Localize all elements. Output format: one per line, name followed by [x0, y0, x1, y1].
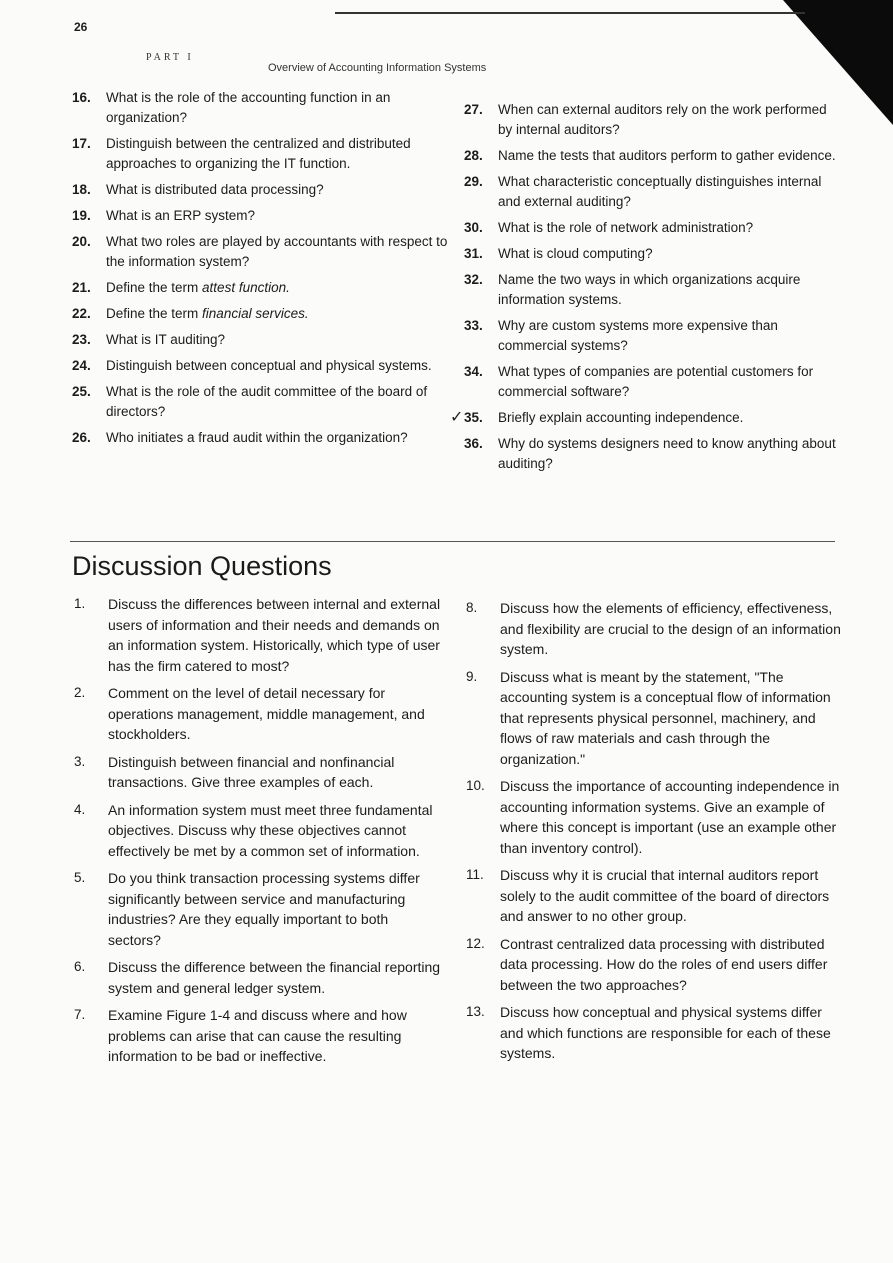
review-questions-right	[450, 100, 844, 480]
question-text: What is distributed data processing?	[106, 182, 324, 197]
question-text: Discuss the difference between the financial reporting system and general ledger system.	[108, 959, 441, 996]
question-text: Why are custom systems more expensive than commercial systems?	[498, 318, 778, 353]
review-question-28	[464, 146, 844, 166]
question-text: What two roles are played by accountants with respect to the information system?	[106, 234, 448, 269]
question-text: What is the role of network administration?	[498, 220, 754, 235]
review-question-34	[464, 362, 844, 402]
review-question-31	[464, 244, 844, 264]
defined-term: attest function.	[202, 280, 290, 295]
review-question-19	[72, 206, 450, 226]
question-text: Discuss the importance of accounting independence in accounting information systems. Give an example of where this concept is important (use an example other than inventory control).	[500, 778, 840, 856]
question-number: 35.	[464, 410, 483, 425]
discussion-question-11	[466, 865, 844, 927]
discussion-question-7	[74, 1005, 444, 1067]
question-text: Discuss how conceptual and physical systems differ and which functions are responsible for each of these systems.	[500, 1004, 831, 1061]
question-text	[106, 278, 450, 298]
question-number: 31.	[464, 246, 483, 261]
question-text: Who initiates a fraud audit within the organization?	[106, 430, 408, 445]
discussion-questions-right	[466, 598, 844, 1071]
discussion-question-8	[466, 598, 844, 660]
question-number: 34.	[464, 364, 483, 379]
question-number: 8.	[466, 600, 478, 615]
question-number: 32.	[464, 272, 483, 287]
question-text: Discuss why it is crucial that internal auditors report solely to the audit committee of the board of directors and answer to no other group.	[500, 867, 830, 924]
question-number: 29.	[464, 174, 483, 189]
page-number: 26	[74, 20, 88, 34]
question-number: 9.	[466, 668, 478, 684]
question-number: 19.	[72, 208, 91, 223]
discussion-question-1	[74, 594, 444, 676]
top-rule	[335, 12, 805, 14]
question-number: 33.	[464, 318, 483, 333]
review-question-27	[464, 100, 844, 140]
question-number: 1.	[74, 596, 86, 611]
question-text: What is cloud computing?	[498, 246, 653, 261]
question-number: 24.	[72, 358, 91, 373]
handwritten-checkmark-icon: ✓	[450, 409, 464, 426]
question-number: 6.	[74, 959, 86, 974]
review-questions-left	[72, 88, 450, 454]
question-number: 23.	[72, 332, 91, 347]
review-question-17	[72, 134, 450, 174]
review-question-23	[72, 330, 450, 350]
review-question-16	[72, 88, 450, 128]
question-text: When can external auditors rely on the work performed by internal auditors?	[498, 102, 827, 137]
question-text: Discuss how the elements of efficiency, effectiveness, and flexibility are crucial to the design of an information system.	[500, 600, 841, 657]
question-number: 2.	[74, 685, 86, 700]
question-text: What is the role of the accounting function in an organization?	[106, 90, 391, 125]
question-number: 18.	[72, 182, 91, 197]
question-number: 17.	[72, 136, 91, 151]
question-number: 12.	[466, 935, 485, 951]
review-question-21	[72, 278, 450, 298]
question-text: Discuss the differences between internal and external users of information and their needs and demands on an information system. Historically, which type of user has the firm catered to most?	[108, 596, 441, 674]
question-number: 30.	[464, 220, 483, 235]
question-text: What is an ERP system?	[106, 208, 256, 223]
question-text: What is IT auditing?	[106, 332, 226, 347]
section-divider	[70, 541, 835, 542]
question-text-prefix: Define the term	[106, 306, 203, 321]
question-text: Distinguish between conceptual and physical systems.	[106, 358, 432, 373]
question-number: 7.	[74, 1007, 86, 1022]
question-text: Distinguish between financial and nonfinancial transactions. Give three examples of each.	[108, 753, 395, 790]
review-question-30	[464, 218, 844, 238]
review-question-32	[464, 270, 844, 310]
question-number: 10.	[466, 778, 485, 793]
question-text: Name the two ways in which organizations acquire information systems.	[498, 272, 801, 307]
question-text: What is the role of the audit committee of the board of directors?	[106, 384, 428, 419]
review-question-26	[72, 428, 450, 448]
question-text	[106, 304, 450, 324]
discussion-question-9	[466, 667, 844, 770]
question-number: 27.	[464, 102, 483, 117]
part-label: PART I	[146, 52, 194, 63]
defined-term: financial services.	[202, 306, 309, 321]
question-text: Discuss what is meant by the statement, "The accounting system is a conceptual flow of information that represents physical personnel, machinery, and flows of raw materials and cash through the organization."	[500, 668, 831, 767]
discussion-question-3	[74, 752, 444, 793]
review-question-18	[72, 180, 450, 200]
question-text: Briefly explain accounting independence.	[498, 410, 744, 425]
question-text: Distinguish between the centralized and distributed approaches to organizing the IT function.	[106, 136, 411, 171]
discussion-question-13	[466, 1002, 844, 1064]
discussion-questions-left	[74, 594, 444, 1074]
question-number: 3.	[74, 753, 86, 769]
question-number: 20.	[72, 234, 91, 249]
question-number: 21.	[72, 280, 91, 295]
section-title: Discussion Questions	[72, 551, 332, 581]
running-title: Overview of Accounting Information Systems	[268, 62, 487, 74]
question-text: Examine Figure 1-4 and discuss where and how problems can arise that can cause the resulting information to be bad or ineffective.	[108, 1007, 407, 1064]
discussion-question-4	[74, 800, 444, 862]
review-question-35	[450, 408, 844, 428]
review-question-33	[464, 316, 844, 356]
question-number: 26.	[72, 430, 91, 445]
question-text: Do you think transaction processing systems differ significantly between service and manufacturing industries? Are they equally important to both sectors?	[108, 870, 420, 948]
question-text: Contrast centralized data processing with distributed data processing. How do the roles of end users differ between the two approaches?	[500, 935, 828, 993]
question-text-prefix: Define the term	[106, 280, 203, 295]
question-number: 5.	[74, 870, 86, 885]
question-number: 16.	[72, 90, 91, 105]
review-question-29	[464, 172, 844, 212]
review-question-20	[72, 232, 450, 272]
question-text: Name the tests that auditors perform to gather evidence.	[498, 148, 836, 163]
discussion-question-5	[74, 868, 444, 950]
question-number: 22.	[72, 306, 91, 321]
question-text: Why do systems designers need to know anything about auditing?	[498, 436, 836, 471]
question-number: 28.	[464, 148, 483, 163]
review-question-25	[72, 382, 450, 422]
question-number: 25.	[72, 384, 91, 399]
question-text: Comment on the level of detail necessary for operations management, middle management, and stockholders.	[108, 685, 425, 742]
question-text: What types of companies are potential customers for commercial software?	[498, 364, 814, 399]
discussion-question-6	[74, 957, 444, 998]
review-question-36	[464, 434, 844, 474]
discussion-question-2	[74, 683, 444, 745]
question-number: 4.	[74, 801, 86, 817]
review-question-22	[72, 304, 450, 324]
question-text: What characteristic conceptually distinguishes internal and external auditing?	[498, 174, 822, 209]
discussion-question-12	[466, 934, 844, 996]
question-text: An information system must meet three fundamental objectives. Discuss why these objectives cannot effectively be met by a common set of information.	[108, 801, 433, 859]
question-number: 36.	[464, 436, 483, 451]
discussion-question-10	[466, 776, 844, 858]
review-question-24	[72, 356, 450, 376]
question-number: 11.	[466, 867, 484, 882]
question-number: 13.	[466, 1004, 485, 1019]
